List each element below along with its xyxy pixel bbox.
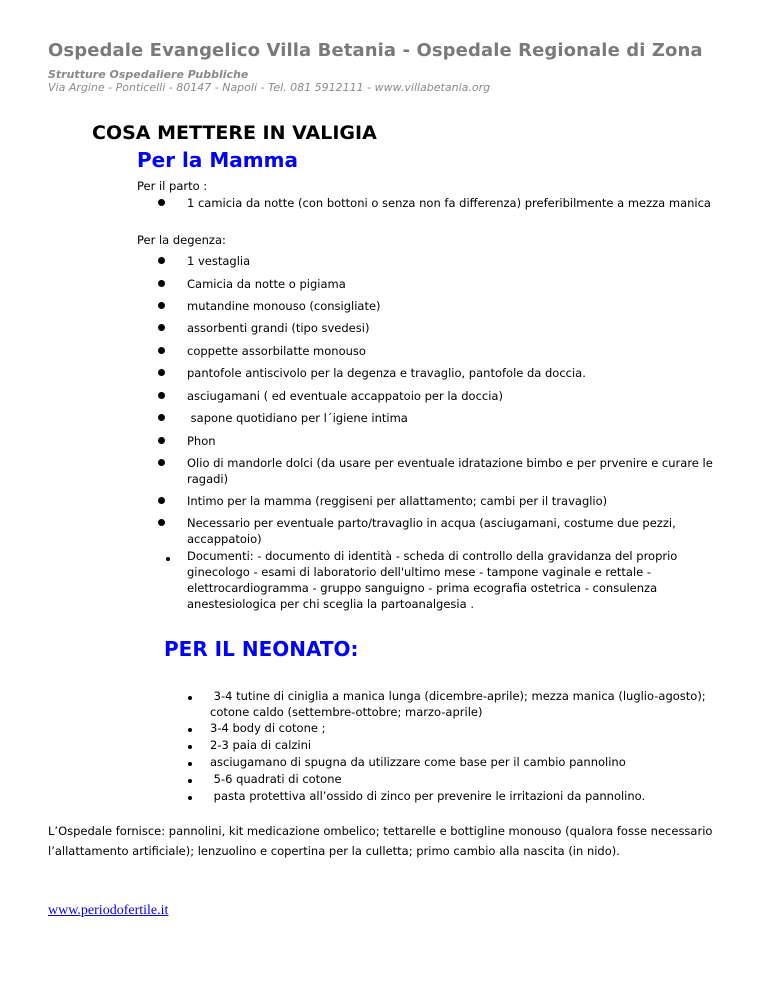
bullet (158, 369, 165, 376)
list-item: asciugamano di spugna da utilizzare come base per il cambio pannolino (210, 755, 626, 769)
bullet (158, 519, 165, 526)
bullet (158, 459, 165, 466)
list-item: 1 camicia da notte (con bottoni o senza non fa differenza) preferibilmente a mezza manica (187, 196, 711, 210)
list-item: Phon (187, 434, 216, 448)
bullet (158, 257, 165, 264)
bullet (158, 302, 165, 309)
bullet (158, 414, 165, 421)
bullet (188, 779, 192, 783)
list-item: 1 vestaglia (187, 254, 251, 268)
list-item: assorbenti grandi (tipo svedesi) (187, 321, 370, 335)
list-item: sapone quotidiano per l´igiene intima (187, 411, 408, 425)
bullet (166, 557, 170, 561)
bullet (188, 796, 192, 800)
bullet (158, 280, 165, 287)
list-item: Documenti: - documento di identità - scheda di controllo della gravidanza del proprio ginecologo - esami di laboratorio dell'ultimo mese - tampone vaginale e rettale - elettrocardiogramma - gruppo sanguigno - prima ecografia ostetrica - consulenza anestesiologica per chi sceglia la partoanalgesia . (187, 549, 678, 611)
bullet (158, 199, 165, 206)
bullet (158, 392, 165, 399)
list-item: Necessario per eventuale parto/travaglio in acqua (asciugamani, costume due pezzi, accappatoio) (187, 516, 676, 546)
list-item: pantofole antiscivolo per la degenza e travaglio, pantofole da doccia. (187, 366, 586, 380)
list-item: mutandine monouso (consigliate) (187, 299, 381, 313)
hospital-title: Ospedale Evangelico Villa Betania - Ospedale Regionale di Zona (48, 40, 703, 61)
neonato-heading: PER IL NEONATO: (164, 637, 359, 661)
bullet (188, 745, 192, 749)
page-title: COSA METTERE IN VALIGIA (92, 122, 377, 144)
hospital-address: Via Argine - Ponticelli - 80147 - Napoli - Tel. 081 5912111 - www.villabetania.org (48, 81, 491, 94)
bullet (158, 497, 165, 504)
website-link[interactable]: www.periodofertile.it (48, 903, 169, 918)
list-item: 3-4 body di cotone ; (210, 721, 326, 735)
degenza-label: Per la degenza: (137, 233, 226, 247)
hospital-subtitle: Strutture Ospedaliere Pubbliche (48, 68, 249, 81)
bullet (188, 696, 192, 700)
bullet (158, 437, 165, 444)
list-item: asciugamani ( ed eventuale accappatoio per la doccia) (187, 389, 503, 403)
mamma-heading: Per la Mamma (137, 148, 298, 172)
hospital-provides-note: L’Ospedale fornisce: pannolini, kit medicazione ombelico; tettarelle e bottigline monouso (qualora fosse necessario l’allattamento artificiale); lenzuolino e copertina per la culletta; primo cambio alla nascita (in nido). (48, 824, 713, 858)
bullet (188, 762, 192, 766)
list-item: 5-6 quadrati di cotone (210, 772, 342, 786)
list-item: 3-4 tutine di ciniglia a manica lunga (dicembre-aprile); mezza manica (luglio-agosto); cotone caldo (settembre-ottobre; marzo-aprile) (210, 689, 710, 719)
list-item: 2-3 paia di calzini (210, 738, 312, 752)
list-item: Intimo per la mamma (reggiseni per allattamento; cambi per il travaglio) (187, 494, 608, 508)
list-item: Olio di mandorle dolci (da usare per eventuale idratazione bimbo e per prvenire e curare le ragadi) (187, 456, 713, 486)
list-item: coppette assorbilatte monouso (187, 344, 366, 358)
bullet (158, 324, 165, 331)
parto-label: Per il parto : (137, 179, 208, 193)
bullet (188, 728, 192, 732)
list-item: Camicia da notte o pigiama (187, 277, 346, 291)
bullet (158, 347, 165, 354)
list-item: pasta protettiva all’ossido di zinco per prevenire le irritazioni da pannolino. (210, 789, 646, 803)
